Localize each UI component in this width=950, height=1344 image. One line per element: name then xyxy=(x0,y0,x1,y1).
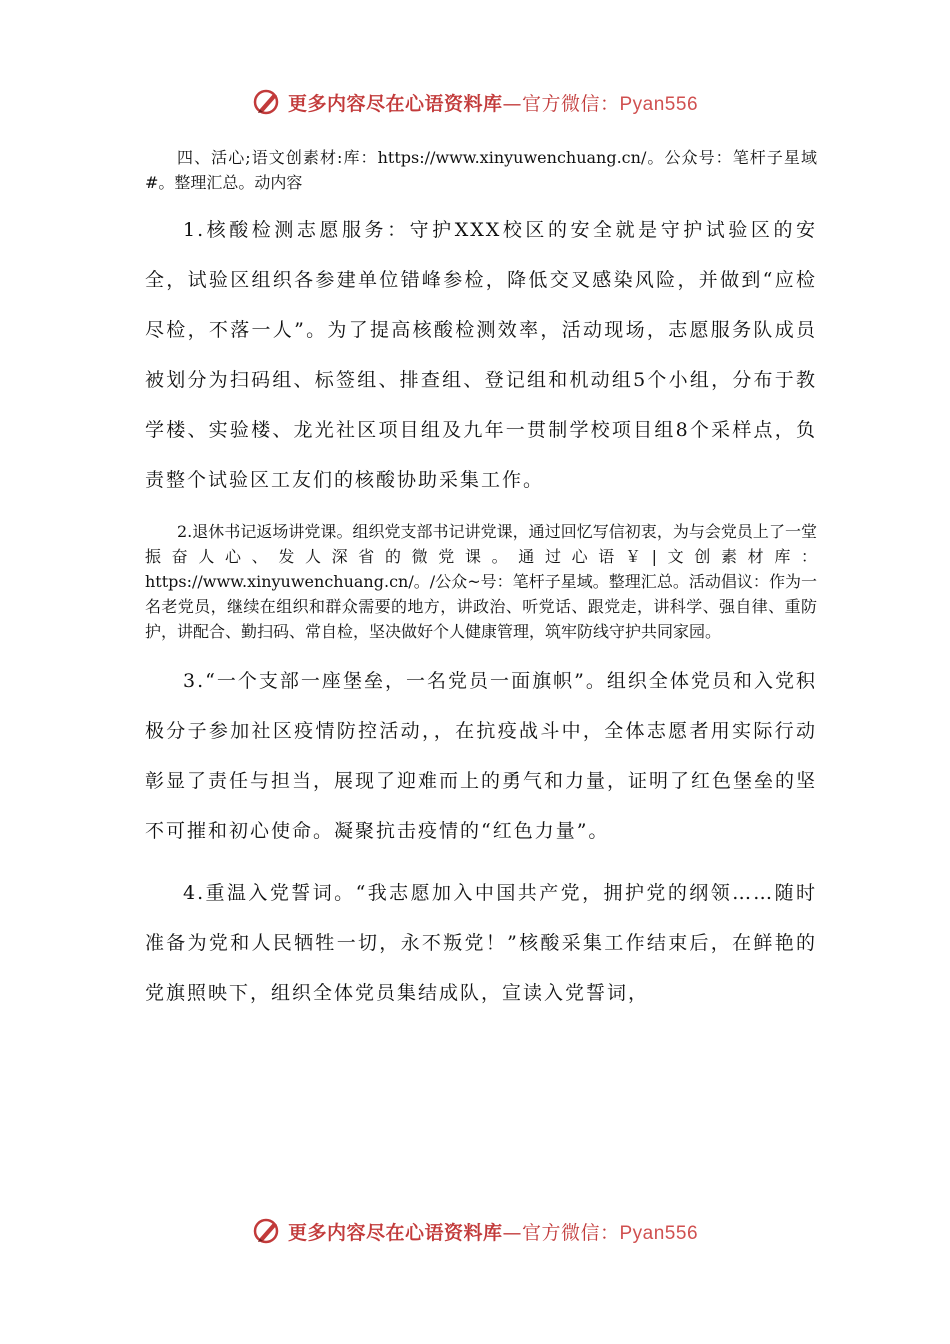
paragraph-intro: 四、活心;语文创素材:库：https://www.xinyuwenchuang.cn/。公众号：笔杆子星域#。整理汇总。动内容 xyxy=(145,148,817,192)
banner-text xyxy=(288,89,698,116)
paragraph-item-4: 4.重温入党誓词。“我志愿加入中国共产党，拥护党的纲领……随时准备为党和人民牺牲一切，永不叛党！”核酸采集工作结束后，在鲜艳的党旗照映下，组织全体党员集结成队，宣读入党誓词， xyxy=(145,882,817,1004)
header-banner xyxy=(0,82,950,122)
banner-main: 更多内容尽在心语资料库 xyxy=(287,92,503,115)
banner-main: 更多内容尽在心语资料库 xyxy=(287,1221,503,1244)
paragraph-item-1: 1.核酸检测志愿服务：守护XXX校区的安全就是守护试验区的安全，试验区组织各参建单位错峰参检，降低交叉感染风险，并做到“应检尽检，不落一人”。为了提高核酸检测效率，活动现场，志愿服务队成员被划分为扫码组、标签组、排查组、登记组和机动组5个小组，分布于教学楼、实验楼、龙光社区项目组及九年一贯制学校项目组8个采样点，负责整个试验区工友们的核酸协助采集工作。 xyxy=(145,219,817,491)
document-body xyxy=(145,145,817,1018)
banner-text xyxy=(288,1218,698,1245)
pen-logo-icon xyxy=(252,1216,282,1246)
paragraph-item-2: 2.退休书记返场讲党课。组织党支部书记讲党课，通过回忆写信初衷，为与会党员上了一堂振奋人心、发人深省的微党课。通过心语￥|文创素材库：https://www.xinyuwenchuang.cn/。/公众~号：笔杆子星域。整理汇总。活动倡议：作为一名老党员，继续在组织和群众需要的地方，讲政治、听党话、跟党走，讲科学、强自律、重防护，讲配合、勤扫码、常自检，坚决做好个人健康管理，筑牢防线守护共同家园。 xyxy=(145,522,817,641)
banner-wx-id: Pyan556 xyxy=(619,93,699,115)
banner-dash: — xyxy=(502,92,522,115)
banner-wx-id: Pyan556 xyxy=(619,1222,699,1244)
pen-logo-icon xyxy=(252,87,282,117)
banner-wx-label: 官方微信： xyxy=(521,92,620,115)
paragraph-item-3: 3.“一个支部一座堡垒，一名党员一面旗帜”。组织全体党员和入党积极分子参加社区疫情防控活动，，在抗疫战斗中，全体志愿者用实际行动彰显了责任与担当，展现了迎难而上的勇气和力量，证明了红色堡垒的坚不可摧和初心使命。凝聚抗击疫情的“红色力量”。 xyxy=(145,670,818,842)
banner-wx-label: 官方微信： xyxy=(521,1221,620,1244)
footer-banner xyxy=(0,1211,950,1251)
banner-dash: — xyxy=(502,1221,522,1244)
